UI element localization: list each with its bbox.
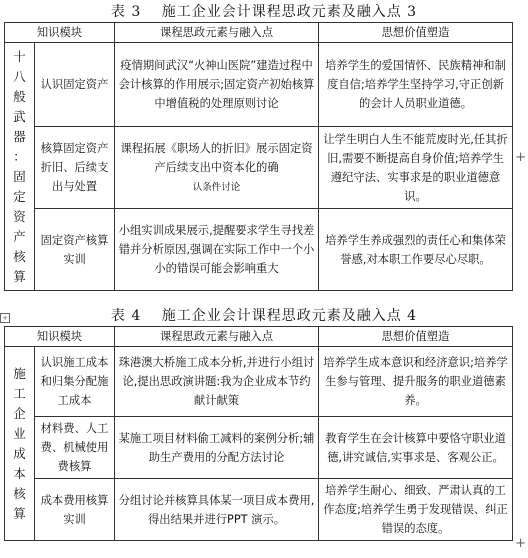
table4-category [5, 347, 35, 541]
category-char: 核 [13, 248, 26, 264]
table3-category-label [5, 47, 34, 287]
category-char: 八 [13, 68, 26, 84]
table4-element: 珠港澳大桥施工成本分析,并进行小组讨论,提出思政演讲题:我为企业成本节约献计献策 [115, 347, 319, 417]
category-char: 般 [13, 88, 26, 104]
category-char: 施 [13, 365, 26, 381]
category-char: 本 [13, 465, 26, 481]
table3-element-small-text: 认条件讨论 [192, 181, 241, 193]
table3-caption: 表 3 施工企业会计课程思政元素及融入点 3 [110, 4, 418, 20]
category-char: 工 [13, 385, 26, 401]
table3-category [5, 43, 35, 291]
table3-module: 固定资产核算实训 [35, 209, 115, 291]
table4-caption: 表 4 施工企业会计课程思政元素及融入点 4 [110, 308, 418, 324]
table4-header-module: 知识模块 [5, 327, 115, 347]
table4-module: 成本费用核算实训 [35, 479, 115, 541]
table3-element [115, 127, 319, 209]
table3-value: 让学生明白人生不能荒废时光,任其折旧,需要不断提高自身价值;培养学生遵纪守法、实事求是的职业道德意识。 [319, 127, 513, 209]
table-row [5, 347, 513, 417]
table3-module: 认识固定资产 [35, 43, 115, 127]
table4-element: 分组讨论并核算具体某一项目成本费用,得出结果并进行PPT 演示。 [115, 479, 319, 541]
table-row [5, 43, 513, 127]
category-char: 产 [13, 228, 26, 244]
table4-module: 材料费、人工费、机械使用费核算 [35, 417, 115, 479]
table3-value: 培养学生养成强烈的责任心和集体荣誉感,对本职工作要尽心尽职。 [319, 209, 513, 291]
table4-header-value: 思想价值塑造 [319, 327, 513, 347]
table3-header-value: 思想价值塑造 [319, 23, 513, 43]
category-char: 器 [13, 128, 26, 144]
table3-element: 疫情期间武汉“火神山医院”建造过程中会计核算的作用展示;固定资产初始核算中增值税的处理原则讨论 [115, 43, 319, 127]
category-char: 业 [13, 425, 26, 441]
table3-header-row [5, 23, 513, 43]
table4-category-label [5, 364, 34, 524]
category-char: 核 [13, 485, 26, 501]
category-char: 算 [13, 505, 26, 521]
category-char: 算 [13, 268, 26, 284]
category-char: 武 [13, 108, 26, 124]
table-row [5, 209, 513, 291]
table4-header-element: 课程思政元素与融入点 [115, 327, 319, 347]
table4-value: 培养学生耐心、细致、严肃认真的工作态度;培养学生勇于发现错误、纠正错误的态度。 [319, 479, 513, 541]
table3-header-module: 知识模块 [5, 23, 115, 43]
table4-value: 教育学生在会计核算中要恪守职业道德,讲究诚信,实事求是、客观公正。 [319, 417, 513, 479]
category-char: 企 [13, 405, 26, 421]
category-char: ： [13, 148, 26, 164]
table3-element-text: 课程拓展《职场人的折旧》展示固定资产后续支出中资本化的确 [120, 141, 313, 174]
category-char: 定 [13, 188, 26, 204]
table4-header-row [5, 327, 513, 347]
table3-element: 小组实训成果展示,提醒要求学生寻找差错并分析原因,强调在实际工作中一个小小的错误可能会影响重大 [115, 209, 319, 291]
table-row [5, 479, 513, 541]
table-row [5, 127, 513, 209]
add-column-icon[interactable]: + [515, 150, 526, 165]
table3-module: 核算固定资产折旧、后续支出与处置 [35, 127, 115, 209]
table4-element: 某施工项目材料偷工减料的案例分析;辅助生产费用的分配方法讨论 [115, 417, 319, 479]
table4 [4, 326, 513, 541]
table-move-handle[interactable]: + [0, 313, 10, 323]
table4-module: 认识施工成本和归集分配施工成本 [35, 347, 115, 417]
add-row-icon[interactable]: + [515, 536, 526, 551]
category-char: 十 [13, 48, 26, 64]
table-row [5, 417, 513, 479]
table3-value: 培养学生的爱国情怀、民族精神和制度自信;培养学生坚持学习,守正创新的会计人员职业道德。 [319, 43, 513, 127]
category-char: 固 [13, 168, 26, 184]
category-char: 成 [13, 445, 26, 461]
category-char: 资 [13, 208, 26, 224]
table3 [4, 22, 513, 291]
table3-header-element: 课程思政元素与融入点 [115, 23, 319, 43]
table4-value: 培养学生成本意识和经济意识;培养学生参与管理、提升服务的职业道德素养。 [319, 347, 513, 417]
